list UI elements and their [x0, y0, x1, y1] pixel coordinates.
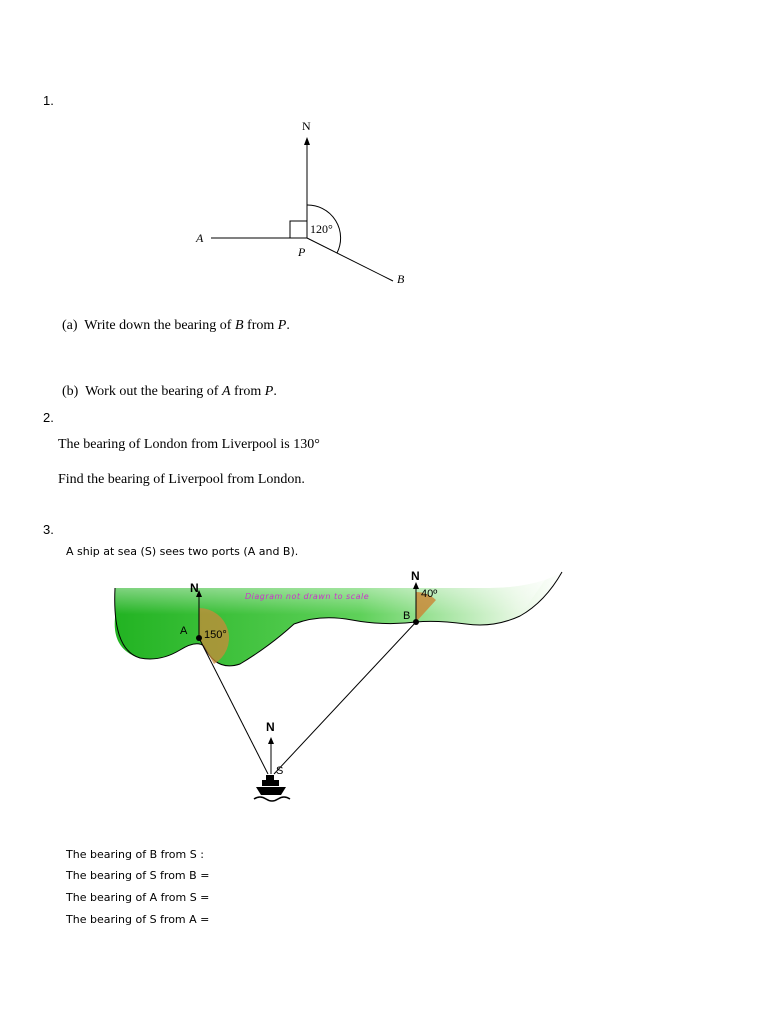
question-1a-text: (a) Write down the bearing of B from P. — [62, 318, 290, 333]
angle-label: 120° — [310, 222, 333, 236]
ship-label: S — [276, 765, 284, 777]
north-arrow-icon — [304, 137, 310, 145]
north-label-a: N — [190, 581, 199, 595]
question-1b-text: (b) Work out the bearing of A from P. — [62, 384, 277, 399]
ship-icon — [254, 775, 290, 801]
question-3-intro: A ship at sea (S) sees two ports (A and B). — [66, 545, 299, 558]
point-p-label: P — [298, 245, 306, 259]
line-b-to-s — [274, 622, 416, 774]
question-1-number: 1. — [43, 93, 54, 108]
north-label-s: N — [266, 720, 275, 734]
line-pb — [307, 238, 393, 281]
question-2-number: 2. — [43, 410, 54, 425]
north-arrow-s-icon — [268, 737, 274, 744]
port-a-dot — [196, 635, 202, 641]
not-to-scale-note: Diagram not drawn to scale — [245, 592, 370, 601]
port-b-label: B — [403, 610, 411, 622]
bearing-diagram-1 — [0, 0, 768, 300]
port-b-dot — [413, 619, 419, 625]
question-2-line-1: The bearing of London from Liverpool is 130° — [58, 437, 320, 452]
answer-line-3: The bearing of A from S = — [66, 891, 210, 904]
answer-line-1: The bearing of B from S : — [66, 848, 204, 861]
angle-a-label: 150° — [204, 629, 227, 641]
north-label: N — [302, 119, 311, 133]
ports-diagram — [0, 500, 768, 810]
point-b-label: B — [397, 272, 405, 286]
port-a-label: A — [180, 625, 188, 637]
answer-line-2: The bearing of S from B = — [66, 869, 210, 882]
north-label-b: N — [411, 569, 420, 583]
question-3-number: 3. — [43, 522, 54, 537]
right-angle-marker — [290, 221, 307, 238]
north-arrow-b-icon — [413, 582, 419, 589]
point-a-label: A — [196, 231, 204, 245]
answer-line-4: The bearing of S from A = — [66, 913, 210, 926]
question-2-line-2: Find the bearing of Liverpool from London. — [58, 472, 305, 487]
angle-b-label: 40º — [421, 588, 438, 600]
